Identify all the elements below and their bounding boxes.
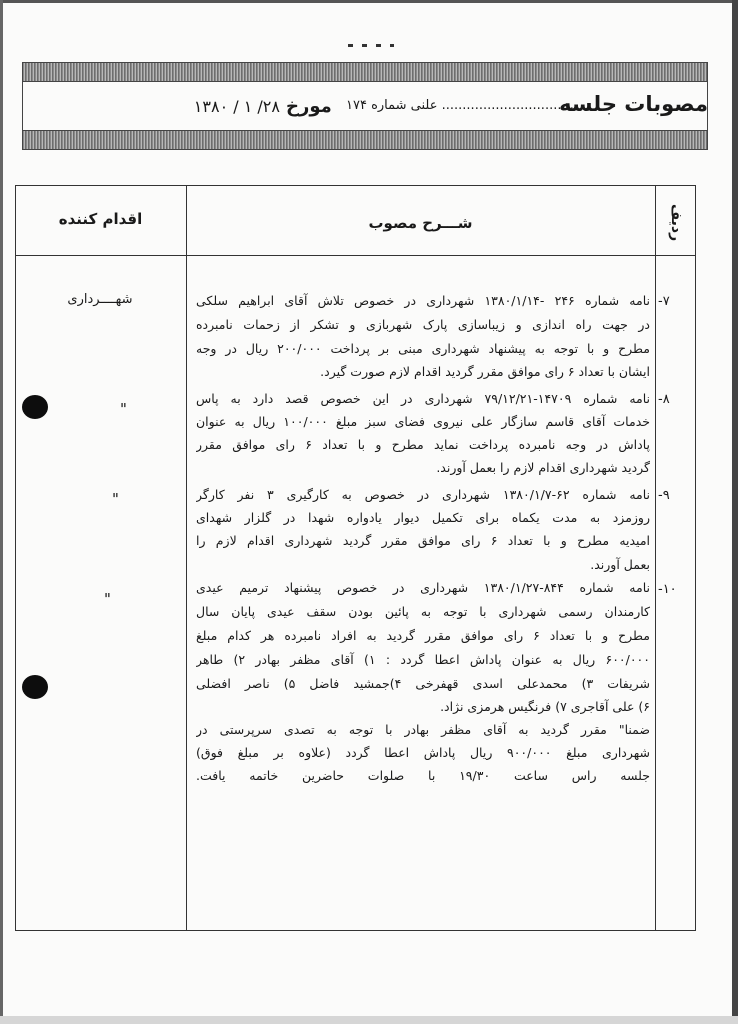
header-band-top [22,62,708,82]
row-text-line: ۶۰۰/۰۰۰ ریال به عنوان پاداش اعطا گردد : ۱) آقای مظفر بهادر ۲) طاهر [196,652,650,667]
row-text-line: جلسه راس ساعت ۱۹/۳۰ با صلوات حاضرین خاتمه یافت. [196,768,650,783]
row-number: -۱۰ [658,582,677,597]
row-text-line: ایشان با تعداد ۶ رای موافق مقرر گردید اقدام لازم صورت گیرد. [320,364,650,379]
row-actor: " [120,400,127,418]
page-edge-right [732,0,738,1024]
row-text-line: ضمنا" مقرر گردید به آقای مظفر بهادر با توجه به تصدی سرپرستی در [196,722,650,737]
date-label: مورخ [286,96,332,117]
row-text-line: امیدیه مطرح و با تعداد ۶ رای موافق مقرر گردید شهرداری اقدام لازم را [196,533,650,548]
header-band-bottom [22,130,708,150]
row-text-line: گردید شهرداری اقدام لازم را بعمل آورند. [436,460,650,475]
column-divider-action [186,185,187,931]
page-edge-bottom [0,1016,738,1024]
punch-hole-lower [22,675,48,699]
page-edge-top [0,0,738,3]
row-actor: شهــــرداری [67,292,133,307]
row-text-line: بعمل آورند. [590,557,650,572]
row-text-line: کارمندان رسمی شهرداری با توجه به پائین بودن سقف عیدی پایان سال [196,604,650,619]
row-number: -۷ [658,294,670,309]
row-text-line: مطرح و با تعداد ۶ رای موافق مقرر گردید به افراد نامبرده هر کدام مبلغ [196,628,650,643]
row-actor: " [104,590,111,608]
page-title: مصوبات جلسه [559,92,708,116]
row-text-line: ۶) علی آقاجری ۷) فرنگیس هرمزی نژاد. [440,699,650,714]
top-dash-mark [348,44,394,47]
row-text-line: روزمزد به مدت یکماه برای تکمیل دیوار یادواره شهدا در گلزار شهدای [196,510,650,525]
row-text-line: شریفات ۳) محمدعلی اسدی قهفرخی ۴)جمشید فاضل ۵) ناصر افضلی [196,676,650,691]
row-text-line: خدمات آقای قاسم سازگار علی نیروی فضای سبز مبلغ ۱۰۰/۰۰۰ ریال به عنوان [196,414,650,429]
row-text-line: شهرداری مبلغ ۹۰۰/۰۰۰ ریال پاداش اعطا گردد (علاوه بر مبلغ فوق) [196,745,650,760]
header-row-number: ردیف [668,204,684,242]
punch-hole-upper [22,395,48,419]
row-text-line: نامه شماره ۱۴۷۰۹-۷۹/۱۲/۲۱ شهرداری در این خصوص قصد دارد به پاس [196,391,650,406]
header-action: اقدام کننده [58,210,143,228]
header-description: شـــرح مصوب [368,214,473,232]
row-actor: " [112,490,119,508]
column-divider-row [655,185,656,931]
row-text-line: در جهت راه اندازی و زیباسازی پارک شهربازی و تشکر از زحمات نامبرده [196,317,650,332]
meeting-number: علنی شماره ۱۷۴ ................................. [346,98,578,113]
page-edge-left [0,0,3,1024]
row-text-line: مطرح و با توجه به پیشنهاد شهرداری مبنی بر پرداخت ۲۰۰/۰۰۰ ریال در وجه [196,341,650,356]
row-number: -۸ [658,392,670,407]
row-text-line: پاداش در وجه نامبرده پرداخت نماید مطرح و با تعداد ۶ رای موافق مقرر [196,437,650,452]
row-text-line: نامه شماره ۸۴۴-۱۳۸۰/۱/۲۷ شهرداری در خصوص پیشنهاد ترمیم عیدی [196,580,650,595]
table-header-divider [15,255,696,256]
row-number: -۹ [658,488,670,503]
row-text-line: نامه شماره ۲۴۶ -۱۳۸۰/۱/۱۴ شهرداری در خصوص تلاش آقای ابراهیم سلکی [196,293,650,308]
row-text-line: نامه شماره ۶۲-۱۳۸۰/۱/۷ شهرداری در خصوص به کارگیری ۳ نفر کارگر [196,487,650,502]
date-value: ۱۳۸۰ / ۱ /۲۸ [193,97,280,116]
